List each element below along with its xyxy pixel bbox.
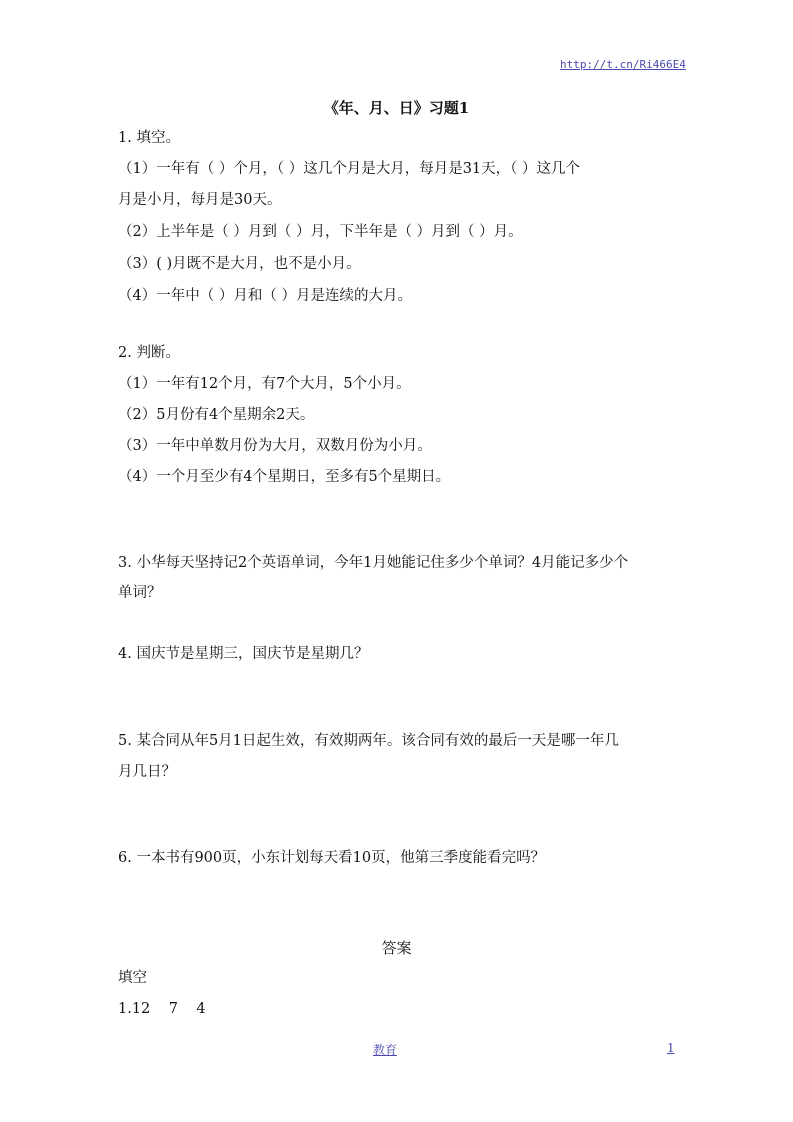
answers-line-1: 1.12 7 4 [118, 1001, 206, 1017]
question-2-item-1: （1）一年有12个月，有7个大月，5个小月。 [118, 376, 411, 392]
question-1-item-2: （2）上半年是（ ）月到（ ）月，下半年是（ ）月到（ ）月。 [118, 224, 523, 240]
answers-title: 答案 [381, 939, 412, 957]
question-4: 4. 国庆节是星期三，国庆节是星期几？ [118, 646, 369, 662]
question-1-item-1: （1）一年有（ ）个月，（ ）这几个月是大月，每月是31天，（ ）这几个 [118, 161, 581, 177]
question-1-heading: 1. 填空。 [118, 130, 180, 146]
question-1-item-1-cont: 月是小月，每月是30天。 [118, 192, 282, 208]
question-3: 3. 小华每天坚持记2个英语单词，今年1月她能记住多少个单词？4月能记多少个 [118, 555, 629, 571]
question-2-item-3: （3）一年中单数月份为大月，双数月份为小月。 [118, 438, 432, 454]
question-1-item-3: （3）( )月既不是大月，也不是小月。 [118, 256, 361, 272]
page-number[interactable]: 1 [667, 1041, 675, 1055]
question-1-item-4: （4）一年中（ ）月和（ ）月是连续的大月。 [118, 288, 412, 304]
question-2-heading: 2. 判断。 [118, 345, 180, 361]
source-url-link[interactable]: http://t.cn/Ri466E4 [560, 58, 686, 71]
footer-link[interactable]: 教育 [373, 1043, 398, 1057]
question-3-cont: 单词？ [118, 585, 162, 601]
document-title: 《年、月、日》习题1 [323, 99, 470, 117]
question-2-item-2: （2）5月份有4个星期余2天。 [118, 407, 315, 423]
question-2-item-4: （4）一个月至少有4个星期日，至多有5个星期日。 [118, 469, 451, 485]
question-5-cont: 月几日？ [118, 764, 176, 780]
question-5: 5. 某合同从年5月1日起生效，有效期两年。该合同有效的最后一天是哪一年几 [118, 733, 619, 749]
question-6: 6. 一本书有900页，小东计划每天看10页，他第三季度能看完吗？ [118, 850, 546, 866]
answers-section-label: 填空 [118, 970, 147, 986]
